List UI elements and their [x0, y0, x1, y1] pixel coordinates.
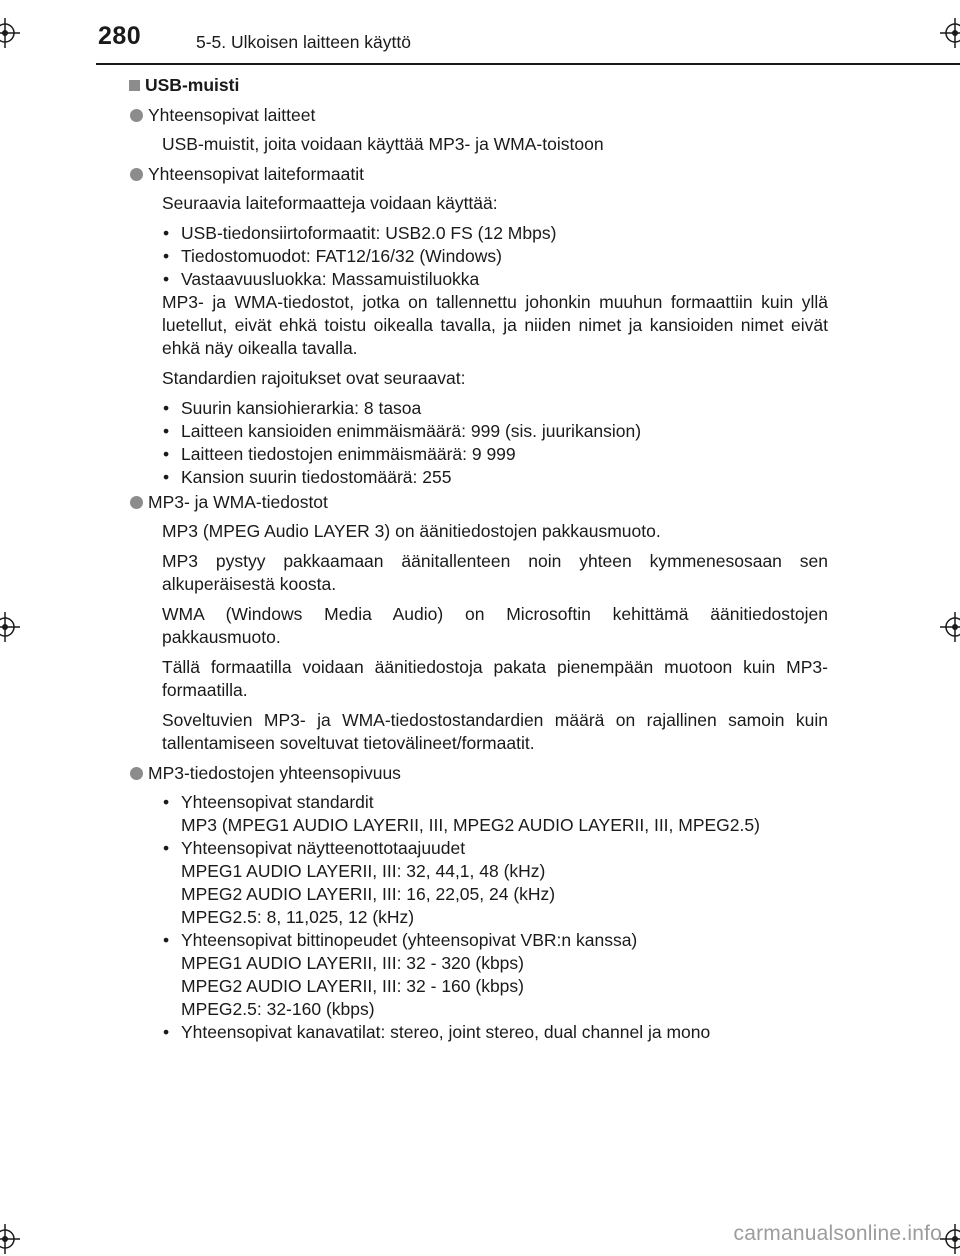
- subsection-title-text: Yhteensopivat laitteet: [148, 105, 316, 125]
- list-item-detail: MPEG2.5: 32-160 (kbps): [181, 999, 375, 1019]
- paragraph: USB-muistit, joita voidaan käyttää MP3- ja WMA-toistoon: [162, 134, 604, 154]
- circle-bullet-icon: [130, 767, 143, 780]
- bullet-list: [162, 397, 828, 489]
- list-item: • Laitteen tiedostojen enimmäismäärä: 9 999: [162, 443, 828, 466]
- list-item-detail: MPEG2.5: 8, 11,025, 12 (kHz): [181, 907, 415, 927]
- circle-bullet-icon: [130, 168, 143, 181]
- subsection-title: [130, 491, 828, 514]
- list-item-detail: MPEG2 AUDIO LAYERII, III: 16, 22,05, 24 (kHz): [181, 884, 556, 904]
- list-item-detail: MP3 (MPEG1 AUDIO LAYERII, III, MPEG2 AUDIO LAYERII, III, MPEG2.5): [181, 815, 760, 835]
- subsection-title: [130, 762, 828, 785]
- crop-mark-icon: [0, 18, 20, 48]
- list-item: • Vastaavuusluokka: Massamuistiluokka: [162, 268, 828, 291]
- paragraph: Standardien rajoitukset ovat seuraavat:: [162, 368, 466, 388]
- paragraph: MP3 (MPEG Audio LAYER 3) on äänitiedostojen pakkausmuoto.: [162, 521, 661, 541]
- subsection-title: [130, 163, 828, 186]
- crop-mark-icon: [940, 18, 960, 48]
- crop-mark-icon: [0, 612, 20, 642]
- subsection-title-text: Yhteensopivat laiteformaatit: [148, 164, 364, 184]
- list-item: • Laitteen kansioiden enimmäismäärä: 999 (sis. juurikansion): [162, 420, 828, 443]
- subsection-title: [130, 104, 828, 127]
- page-content: [128, 72, 828, 1051]
- paragraph: Seuraavia laiteformaatteja voidaan käyttää:: [162, 193, 498, 213]
- list-item: • Suurin kansiohierarkia: 8 tasoa: [162, 397, 828, 420]
- page-number: 280: [98, 22, 142, 50]
- crop-mark-icon: [940, 612, 960, 642]
- section-heading: [128, 72, 828, 98]
- paragraph: Tällä formaatilla voidaan äänitiedostoja pakata pienempään muotoon kuin MP3-formaatilla.: [162, 657, 828, 700]
- list-item-detail: MPEG1 AUDIO LAYERII, III: 32 - 320 (kbps): [181, 953, 524, 973]
- paragraph: WMA (Windows Media Audio) on Microsoftin kehittämä äänitiedostojen pakkausmuoto.: [162, 604, 828, 647]
- bullet-list: [162, 222, 828, 291]
- subsection-title-text: MP3- ja WMA-tiedostot: [148, 492, 328, 512]
- section-title: 5-5. Ulkoisen laitteen käyttö: [196, 32, 411, 52]
- header-divider: [96, 63, 960, 65]
- watermark: carmanualsonline.info: [733, 1222, 942, 1245]
- list-item-label: • Yhteensopivat näytteenottotaajuudet: [181, 838, 466, 858]
- heading-text: USB-muisti: [145, 74, 240, 95]
- list-item: [162, 837, 828, 929]
- paragraph: MP3 pystyy pakkaamaan äänitallenteen noin yhteen kymmenesosaan sen alkuperäisestä koosta.: [162, 551, 828, 594]
- list-item: • Kansion suurin tiedostomäärä: 255: [162, 466, 828, 489]
- list-item-detail: MPEG1 AUDIO LAYERII, III: 32, 44,1, 48 (kHz): [181, 861, 546, 881]
- list-item: [162, 1021, 828, 1044]
- list-item: [162, 791, 828, 837]
- square-bullet-icon: [129, 80, 140, 91]
- list-item-label: • Yhteensopivat kanavatilat: stereo, joint stereo, dual channel ja mono: [181, 1022, 711, 1042]
- paragraph: MP3- ja WMA-tiedostot, jotka on tallennettu johonkin muuhun formaattiin kuin yllä luetellut, eivät ehkä toistu oikealla tavalla, ja niiden nimet ja kansioiden nimet eivät ehkä näy oikealla tavalla.: [162, 292, 828, 358]
- subsection-title-text: MP3-tiedostojen yhteensopivuus: [148, 763, 401, 783]
- crop-mark-icon: [0, 1224, 20, 1254]
- crop-mark-icon: [940, 1224, 960, 1254]
- list-item: [162, 929, 828, 1021]
- paragraph: Soveltuvien MP3- ja WMA-tiedostostandardien määrä on rajallinen samoin kuin tallentamiseen soveltuvat tietovälineet/formaatit.: [162, 710, 828, 753]
- list-item-detail: MPEG2 AUDIO LAYERII, III: 32 - 160 (kbps): [181, 976, 524, 996]
- circle-bullet-icon: [130, 109, 143, 122]
- list-item: • USB-tiedonsiirtoformaatit: USB2.0 FS (12 Mbps): [162, 222, 828, 245]
- bullet-list: [162, 791, 828, 1044]
- circle-bullet-icon: [130, 496, 143, 509]
- list-item-label: • Yhteensopivat standardit: [181, 792, 374, 812]
- list-item-label: • Yhteensopivat bittinopeudet (yhteensopivat VBR:n kanssa): [181, 930, 638, 950]
- list-item: • Tiedostomuodot: FAT12/16/32 (Windows): [162, 245, 828, 268]
